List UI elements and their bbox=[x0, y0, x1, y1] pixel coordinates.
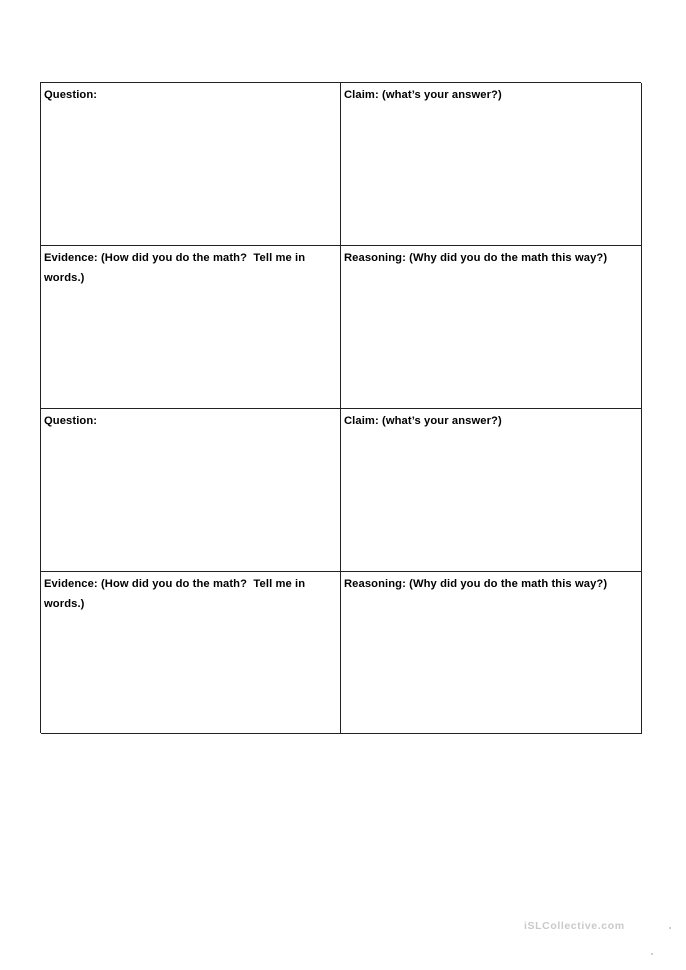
question-cell-2[interactable] bbox=[41, 409, 341, 572]
cer-worksheet-table bbox=[40, 82, 641, 733]
question-label: Question: bbox=[44, 89, 98, 101]
decorative-dot bbox=[669, 927, 671, 929]
question-label: Question: bbox=[44, 415, 98, 427]
reasoning-cell-2[interactable] bbox=[341, 572, 642, 734]
watermark-text: iSLCollective.com bbox=[524, 920, 625, 932]
decorative-dot bbox=[651, 953, 653, 955]
claim-cell-2[interactable] bbox=[341, 409, 642, 572]
evidence-label: Evidence: (How did you do the math? Tell me in words.) bbox=[44, 578, 309, 610]
claim-cell-1[interactable] bbox=[341, 83, 642, 246]
reasoning-label: Reasoning: (Why did you do the math this way?) bbox=[344, 578, 608, 590]
evidence-cell-1[interactable] bbox=[41, 246, 341, 409]
claim-label: Claim: (what’s your answer?) bbox=[344, 415, 502, 427]
reasoning-label: Reasoning: (Why did you do the math this way?) bbox=[344, 252, 608, 264]
evidence-label: Evidence: (How did you do the math? Tell me in words.) bbox=[44, 252, 309, 284]
question-cell-1[interactable] bbox=[41, 83, 341, 246]
reasoning-cell-1[interactable] bbox=[341, 246, 642, 409]
claim-label: Claim: (what’s your answer?) bbox=[344, 89, 502, 101]
evidence-cell-2[interactable] bbox=[41, 572, 341, 734]
